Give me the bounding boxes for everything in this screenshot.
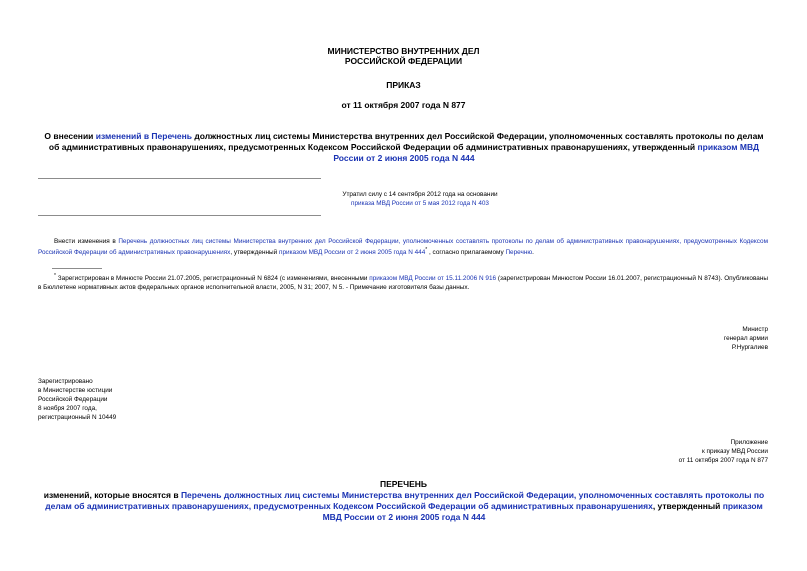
registration-block — [38, 377, 238, 422]
list-text-1: изменений, которые вносятся в — [43, 490, 181, 500]
status-note — [290, 190, 550, 208]
body-link-list[interactable]: Перечень должностных лиц системы Министерства внутренних дел Российской Федерации, уполномоченных составлять протоколы по делам об административных правонарушениях, предусмотренных Кодексом Российской Федерации об административных правонарушениях — [38, 238, 768, 257]
list-link-list[interactable]: Перечень должностных лиц системы Министерства внутренних дел Российской Федерации, уполномоченных составлять протоколы по делам об административных правонарушениях, предусмотренных Кодексом Российской Федерации об административных правонарушениях — [45, 490, 765, 511]
body-link-order-444[interactable]: приказом МВД России от 2 июня 2005 года N 444 — [279, 249, 426, 257]
divider-top — [38, 178, 321, 179]
title-text-1: О внесении — [44, 131, 96, 141]
divider-bottom — [38, 215, 321, 216]
ministry-heading — [0, 46, 807, 66]
ministry-line-2: РОССИЙСКОЙ ФЕДЕРАЦИИ — [344, 56, 463, 66]
appendix-line-3: от 11 октября 2007 года N 877 — [678, 457, 768, 464]
title-link-order-444[interactable]: приказом МВД России от 2 июня 2005 года N 444 — [333, 142, 760, 163]
appendix-line-1: Приложение — [730, 439, 768, 446]
signature-rank: генерал армии — [723, 335, 768, 342]
signature-position: Министр — [742, 326, 768, 333]
list-subtitle — [40, 490, 768, 523]
document-title — [40, 131, 768, 164]
list-text-2: , утвержденный — [652, 501, 723, 511]
registration-line-2: в Министерстве юстиции — [38, 387, 113, 394]
body-paragraph — [38, 237, 768, 257]
status-link-order-403[interactable]: приказа МВД России от 5 мая 2012 года N 403 — [351, 200, 489, 207]
body-text-3: , согласно прилагаемому — [427, 249, 506, 257]
appendix-line-2: к приказу МВД России — [701, 448, 768, 455]
list-link-order-444[interactable]: приказом МВД России от 2 июня 2005 года N 444 — [322, 501, 763, 522]
registration-line-4: 8 ноября 2007 года, — [38, 405, 97, 412]
footnote-ref: * — [425, 247, 428, 253]
body-link-appendix[interactable]: Перечню — [505, 249, 533, 257]
footnote-link-order-916[interactable]: приказом МВД России от 15.11.2006 N 916 — [369, 275, 497, 283]
registration-line-5: регистрационный N 10449 — [38, 414, 117, 421]
appendix-block — [560, 438, 768, 465]
body-text-2: , утвержденный — [230, 249, 279, 257]
footnote-text-1: Зарегистрирован в Минюсте России 21.07.2005, регистрационный N 6824 (с изменениями, внесенными — [55, 275, 370, 283]
list-title: ПЕРЕЧЕНЬ — [379, 479, 427, 489]
title-text-2: должностных лиц системы Министерства внутренних дел Российской Федерации, уполномоченных составлять протоколы по делам об административных правонарушениях, предусмотренных Кодексом Российской Федерации об административных правонарушениях, утвержденный — [48, 131, 764, 152]
doc-type: ПРИКАЗ — [386, 80, 421, 90]
signature-block — [600, 325, 768, 352]
registration-line-3: Российской Федерации — [38, 396, 108, 403]
footnote — [38, 272, 768, 292]
registration-line-1: Зарегистрировано — [38, 378, 93, 385]
footnote-mark: * — [54, 273, 56, 279]
footnote-text-2: (зарегистрирован Минюстом России 16.01.2007, регистрационный N 8743). Опубликованы в Бюллетене нормативных актов федеральных органов исполнительной власти, 2005, N 31; 2007, N 5. - Примечание изготовителя базы данных. — [38, 275, 768, 292]
signature-name: Р.Нургалиев — [731, 344, 768, 351]
doc-date: от 11 октября 2007 года N 877 — [341, 100, 466, 110]
status-text: Утратил силу с 14 сентября 2012 года на основании — [342, 191, 498, 198]
footnote-divider — [52, 268, 102, 269]
title-link-changes[interactable]: изменений в Перечень — [95, 131, 192, 141]
body-text-1: Внести изменения в — [54, 238, 119, 245]
ministry-line-1: МИНИСТЕРСТВО ВНУТРЕННИХ ДЕЛ — [327, 46, 480, 56]
body-text-4: . — [532, 249, 534, 257]
